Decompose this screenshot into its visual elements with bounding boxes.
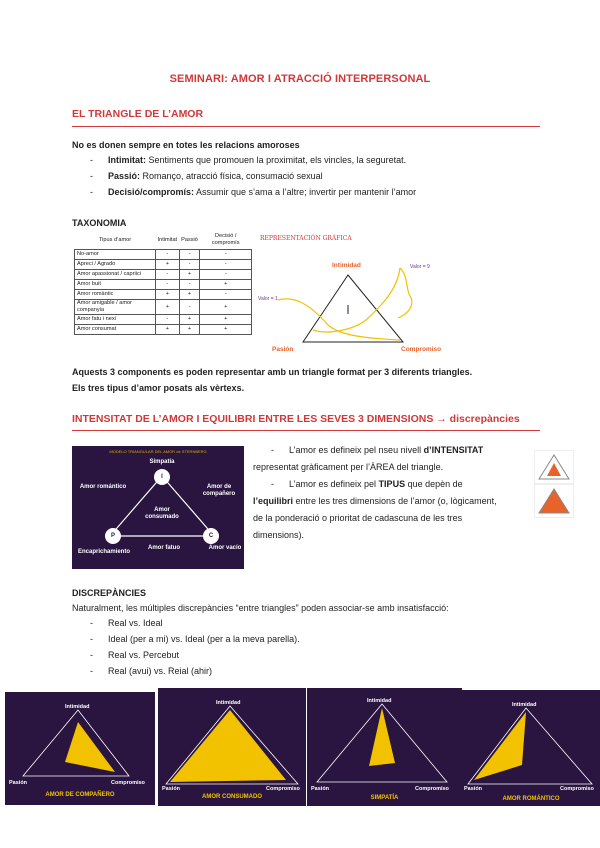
base-triangle <box>303 275 403 342</box>
triangle-large-icon <box>534 484 574 518</box>
column-header: Tipus d’amor <box>75 233 156 250</box>
table-header-row <box>75 233 252 250</box>
taxonomy-table <box>74 233 252 335</box>
label-amor-vacio: Amor vacío <box>208 545 242 551</box>
table-cell: No-amor <box>75 250 156 260</box>
table-cell: - <box>200 290 252 300</box>
taxonomy-table-wrap <box>74 233 252 335</box>
table-cell: - <box>179 300 200 315</box>
table-cell: Apreci / Agrado <box>75 260 156 270</box>
component-list <box>90 152 550 200</box>
table-row <box>75 325 252 335</box>
table-cell: + <box>200 315 252 325</box>
table-cell: - <box>156 250 180 260</box>
list-item: - Real vs. Percebut <box>90 650 180 660</box>
section-divider <box>72 430 540 431</box>
panel-amor-consumado <box>158 688 306 806</box>
love-triangle-graph <box>258 230 458 360</box>
taxonomy-summary-2: Els tres tipus d’amor posats als vèrtexs. <box>72 383 245 393</box>
list-item: - Decisió/compromís: Assumir que s’ama a l’altre; invertir per mantenir l’amor <box>90 187 417 197</box>
panel-caption: AMOR DE COMPAÑERO <box>45 792 115 798</box>
graphic-title: REPRESENTACIÓN GRÁFICA <box>260 235 352 242</box>
table-cell: - <box>156 280 180 290</box>
table-cell: + <box>200 325 252 335</box>
label-amor-romantico: Amor romántico <box>79 484 127 490</box>
table-cell: + <box>156 290 180 300</box>
table-cell: + <box>179 315 200 325</box>
table-cell: - <box>200 260 252 270</box>
label-valor-left: Valor = 1 <box>258 296 278 302</box>
section-heading-triangle: EL TRIANGLE DE L’AMOR <box>72 108 204 120</box>
table-row <box>75 250 252 260</box>
panel-label-right: Compromiso <box>415 786 449 792</box>
table-cell: Amor apassionat / capriici <box>75 270 156 280</box>
table-cell: + <box>156 260 180 270</box>
list-item: - Ideal (per a mi) vs. Ideal (per a la meva parella). <box>90 634 300 644</box>
panel-caption: AMOR CONSUMADO <box>202 794 262 800</box>
panel-label-left: Pasión <box>464 786 483 792</box>
list-item: - Intimitat: Sentiments que promouen la proximitat, els vincles, la seguretat. <box>90 155 407 165</box>
triangle-small-icon <box>534 450 574 484</box>
table-row <box>75 260 252 270</box>
panel-label-left: Pasión <box>311 786 330 792</box>
table-cell: - <box>200 270 252 280</box>
table-cell: + <box>179 325 200 335</box>
label-encaprichamiento: Encaprichamiento <box>77 549 130 555</box>
intensity-text: - L’amor es defineix pel nseu nivell d’INTENSITAT representat gràficament per l’ÀREA del triangle. - L’amor es defineix pel TIPUS que depèn de l’equilibri entre les tres dimensions de l’amor (o, lògicament, de la ponderació o prioritat de cadascuna de les tres dimensions). <box>253 445 497 540</box>
table-cell: Amor fatu i nexi <box>75 315 156 325</box>
table-row <box>75 315 252 325</box>
table-cell: - <box>179 260 200 270</box>
table-cell: - <box>200 250 252 260</box>
table-row <box>75 280 252 290</box>
triangle-intro: No es donen sempre en totes les relacions amoroses <box>72 140 300 150</box>
table-cell: + <box>200 280 252 290</box>
list-item: - Real (avui) vs. Reial (ahir) <box>90 666 213 676</box>
graphic-representation <box>258 230 458 360</box>
table-row <box>75 290 252 300</box>
discrepancies-heading: DISCREPÀNCIES <box>72 588 147 598</box>
column-header: Decisió / compromís <box>200 233 252 250</box>
table-row <box>75 270 252 280</box>
panel-label-right: Compromiso <box>111 780 145 786</box>
yellow-curve <box>398 268 412 318</box>
taxonomy-summary-1: Aquests 3 components es poden representar amb un triangle format per 3 diferents triangles. <box>72 367 473 377</box>
panel-label-left: Pasión <box>9 780 28 786</box>
panel-caption: SIMPATÍA <box>370 795 399 801</box>
table-cell: Amor consumat <box>75 325 156 335</box>
table-cell: - <box>179 280 200 290</box>
table-cell: - <box>156 315 180 325</box>
panel-label-left: Pasión <box>162 786 181 792</box>
panel-label-top: Intimidad <box>216 700 241 706</box>
table-cell: + <box>156 300 180 315</box>
table-row <box>75 300 252 315</box>
table-cell: - <box>179 250 200 260</box>
table-cell: + <box>179 290 200 300</box>
section-divider <box>72 126 540 127</box>
table-cell: Amor romàntic <box>75 290 156 300</box>
section-heading-intensity: INTENSITAT DE L’AMOR I EQUILIBRI ENTRE LES SEVES 3 DIMENSIONS → discrepàncies <box>72 413 520 425</box>
table-cell: Amor amigable / amor companyia <box>75 300 156 315</box>
discrepancies-list <box>90 615 300 679</box>
vertex-i: I <box>161 474 163 480</box>
label-simpatia: Simpatía <box>149 459 175 465</box>
page-title: SEMINARI: AMOR I ATRACCIÓ INTERPERSONAL <box>169 73 431 85</box>
label-amor-consumado: Amor consumado <box>145 507 179 520</box>
panel-simpatia <box>307 688 462 806</box>
panel-label-right: Compromiso <box>266 786 300 792</box>
table-cell: + <box>179 270 200 280</box>
table-cell: + <box>156 325 180 335</box>
column-header: Intimitat <box>156 233 180 250</box>
panel-caption: AMOR ROMÁNTICO <box>502 796 560 802</box>
label-compromiso: Compromiso <box>401 346 442 353</box>
table-cell: - <box>156 270 180 280</box>
panel-label-top: Intimidad <box>367 698 392 704</box>
panel-amor-companero <box>5 692 155 805</box>
panel-label-top: Intimidad <box>512 702 537 708</box>
table-cell: + <box>200 300 252 315</box>
vertex-p: P <box>110 533 115 539</box>
vertex-c: C <box>208 533 214 539</box>
label-pasion: Pasión <box>272 346 294 353</box>
panel-label-right: Compromiso <box>560 786 594 792</box>
label-intimidad: Intimidad <box>332 262 361 269</box>
column-header: Passió <box>179 233 200 250</box>
label-valor-right: Valor = 9 <box>410 264 430 270</box>
list-item: - Real vs. Ideal <box>90 618 163 628</box>
panel-label-top: Intimidad <box>65 704 90 710</box>
sternberg-diagram <box>72 446 244 569</box>
diagram-caption: MODELO TRIANGULAR DEL AMOR de STERNBERG <box>109 449 207 454</box>
discrepancies-intro: Naturalment, les múltiples discrepàncies “entre triangles” poden associar-se amb insatisfacció: <box>72 603 449 613</box>
label-amor-companero: Amor de compañero <box>202 484 236 497</box>
panel-amor-romantico <box>462 690 600 806</box>
list-item: - Passió: Romanço, atracció física, consumació sexual <box>90 171 323 181</box>
label-amor-fatuo: Amor fatuo <box>148 545 180 551</box>
table-cell: Amor buit <box>75 280 156 290</box>
taxonomy-heading: TAXONOMIA <box>72 218 127 228</box>
